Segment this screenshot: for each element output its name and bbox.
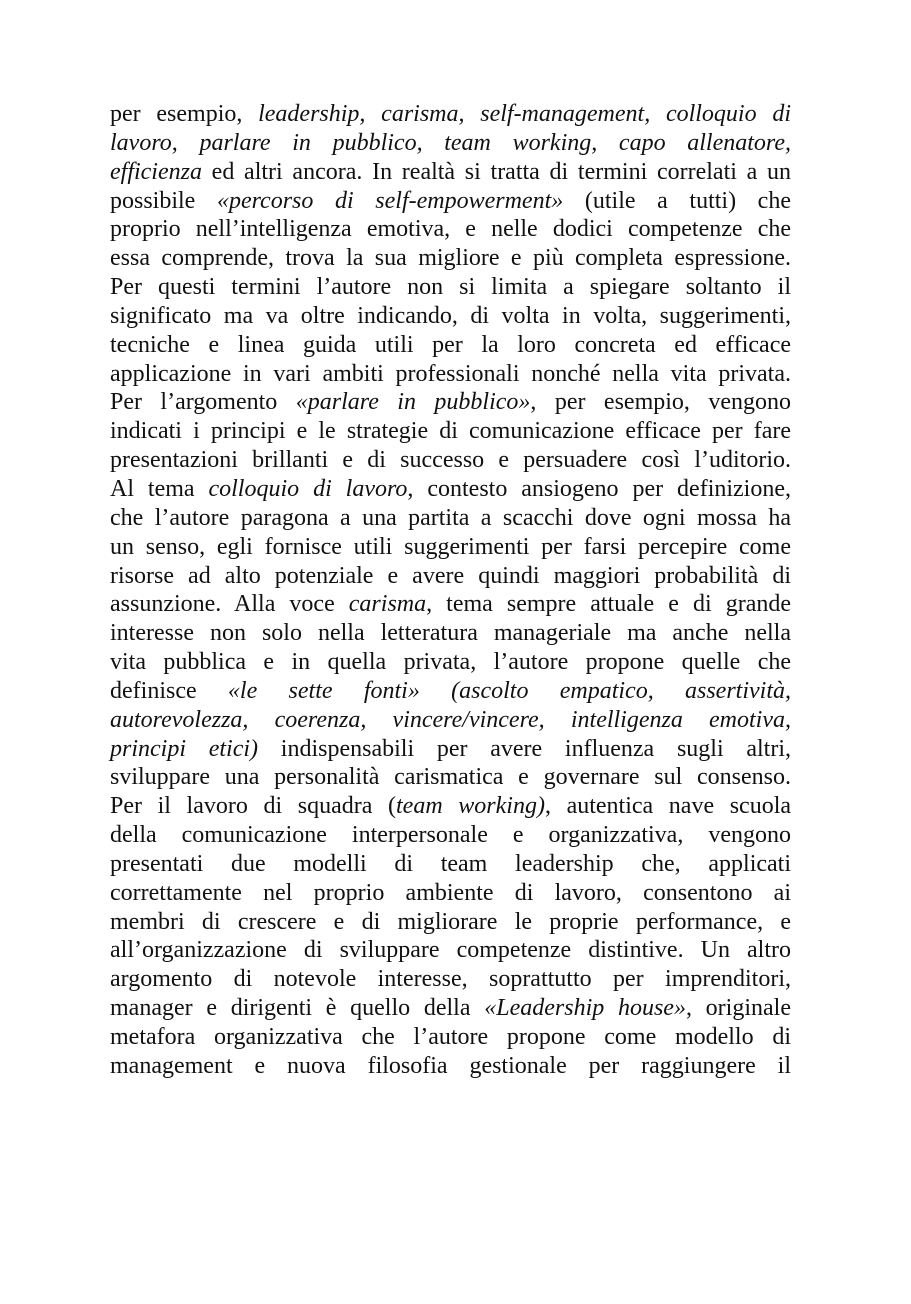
- text-run: indispensabili per avere influenza sugli altri,: [258, 735, 792, 762]
- text-line: [110, 475, 791, 504]
- text-run: membri di crescere e di migliorare le proprie performance, e: [110, 908, 791, 935]
- italic-text: lavoro, parlare in pubblico, team working, capo allenatore,: [110, 129, 791, 156]
- italic-text: efficienza: [110, 158, 202, 185]
- text-run: assunzione. Alla voce: [110, 591, 349, 618]
- text-run: , per esempio, vengono: [530, 389, 792, 416]
- text-run: che l’autore paragona a una partita a scacchi dove ogni mossa ha: [110, 504, 791, 531]
- italic-text: «le sette fonti» (ascolto empatico, assertività,: [227, 677, 791, 704]
- italic-text: «Leadership house»: [484, 995, 686, 1022]
- italic-text: colloquio di lavoro: [208, 475, 408, 502]
- italic-text: carisma: [348, 591, 427, 618]
- text-line: [110, 965, 791, 994]
- text-line: [110, 417, 791, 446]
- text-line: [110, 215, 791, 244]
- text-line: [110, 273, 791, 302]
- text-run: interesse non solo nella letteratura manageriale ma anche nella: [110, 620, 791, 647]
- text-run: (utile a tutti) che: [563, 187, 791, 214]
- italic-text: leadership, carisma, self-management, colloquio di: [258, 101, 792, 127]
- text-run: indicati i principi e le strategie di comunicazione efficace per fare: [110, 418, 791, 445]
- text-line: [110, 187, 791, 216]
- text-run: metafora organizzativa che l’autore propone come modello di: [110, 1024, 791, 1050]
- text-line: [110, 302, 791, 331]
- text-run: Per il lavoro di squadra (: [110, 793, 397, 820]
- text-run: per esempio,: [110, 101, 259, 127]
- text-line: [110, 388, 791, 417]
- text-run: correttamente nel proprio ambiente di lavoro, consentono ai: [110, 879, 791, 906]
- text-run: tecniche e linea guida utili per la loro concreta ed efficace: [110, 331, 791, 358]
- text-line: [110, 677, 791, 706]
- text-run: della comunicazione interpersonale e organizzativa, vengono: [110, 822, 791, 849]
- text-run: management e nuova filosofia gestionale per raggiungere il: [110, 1052, 791, 1079]
- text-line: [110, 590, 791, 619]
- text-run: , contesto ansiogeno per definizione,: [407, 475, 791, 502]
- text-run: manager e dirigenti è quello della: [110, 995, 485, 1022]
- text-run: Per l’argomento: [110, 389, 296, 416]
- text-line: [110, 706, 791, 735]
- text-run: possibile: [110, 187, 217, 214]
- text-run: presentati due modelli di team leadership che, applicati: [110, 850, 791, 877]
- text-run: un senso, egli fornisce utili suggerimenti per farsi percepire come: [110, 533, 791, 560]
- text-line: [110, 821, 791, 850]
- text-run: , tema sempre attuale e di grande: [426, 591, 791, 618]
- italic-text: autorevolezza, coerenza, vincere/vincere, intelligenza emotiva,: [110, 706, 791, 733]
- text-run: Per questi termini l’autore non si limita a spiegare soltanto il: [110, 274, 791, 301]
- text-run: , originale: [685, 995, 791, 1022]
- text-run: sviluppare una personalità carismatica e governare sul consenso.: [110, 764, 791, 791]
- text-line: [110, 331, 791, 360]
- text-line: [110, 1052, 791, 1081]
- text-line: [110, 360, 791, 389]
- text-line: [110, 562, 791, 591]
- text-line: [110, 244, 791, 273]
- text-run: ed altri ancora. In realtà si tratta di termini correlati a un: [201, 158, 791, 185]
- text-line: [110, 100, 791, 129]
- text-line: [110, 158, 791, 187]
- text-run: significato ma va oltre indicando, di volta in volta, suggerimenti,: [110, 302, 791, 329]
- text-run: all’organizzazione di sviluppare competenze distintive. Un altro: [110, 937, 791, 964]
- text-line: [110, 1023, 791, 1052]
- text-line: [110, 908, 791, 937]
- text-line: [110, 879, 791, 908]
- text-run: Al tema: [110, 475, 209, 502]
- text-line: [110, 648, 791, 677]
- body-paragraph: [110, 100, 791, 1081]
- text-run: definisce: [110, 677, 228, 704]
- text-line: [110, 533, 791, 562]
- text-line: [110, 850, 791, 879]
- text-line: [110, 504, 791, 533]
- text-run: vita pubblica e in quella privata, l’autore propone quelle che: [110, 649, 791, 676]
- text-line: [110, 792, 791, 821]
- text-line: [110, 619, 791, 648]
- text-run: proprio nell’intelligenza emotiva, e nelle dodici competenze che: [110, 216, 791, 243]
- text-line: [110, 446, 791, 475]
- italic-text: «percorso di self-empowerment»: [216, 187, 564, 214]
- text-run: risorse ad alto potenziale e avere quindi maggiori probabilità di: [110, 562, 791, 589]
- text-run: presentazioni brillanti e di successo e persuadere così l’uditorio.: [110, 447, 791, 474]
- text-run: applicazione in vari ambiti professionali nonché nella vita privata.: [110, 360, 791, 387]
- text-run: , autentica nave scuola: [544, 793, 792, 820]
- italic-text: team working): [396, 793, 545, 820]
- text-line: [110, 129, 791, 158]
- text-run: essa comprende, trova la sua migliore e più completa espressione.: [110, 245, 791, 272]
- italic-text: «parlare in pubblico»: [295, 389, 531, 416]
- text-line: [110, 994, 791, 1023]
- text-run: argomento di notevole interesse, soprattutto per imprenditori,: [110, 966, 791, 993]
- italic-text: principi etici): [110, 735, 259, 762]
- text-line: [110, 936, 791, 965]
- text-line: [110, 735, 791, 764]
- text-line: [110, 763, 791, 792]
